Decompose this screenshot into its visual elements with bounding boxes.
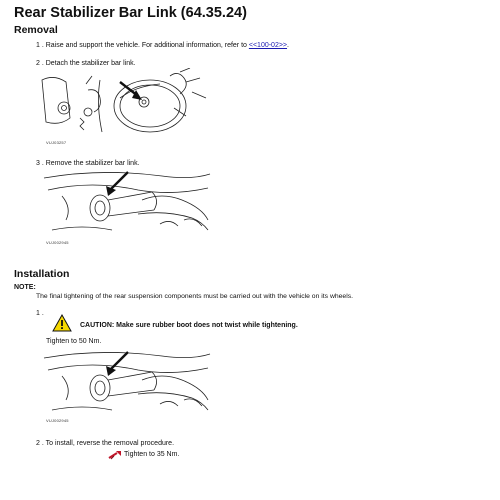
installation-heading: Installation xyxy=(14,268,70,280)
step-number: 1 . xyxy=(36,42,44,49)
torque-text: Tighten to 35 Nm. xyxy=(124,451,180,458)
torque-text: Tighten to 50 Nm. xyxy=(46,338,102,345)
note-label: NOTE: xyxy=(14,284,36,291)
illustration-install xyxy=(42,350,212,416)
figure-code: VUJ03257 xyxy=(46,140,67,145)
step-number: 3 . xyxy=(36,160,44,167)
step-number: 2 . xyxy=(36,60,44,67)
figure-code: VUJ002945 xyxy=(46,418,69,423)
illustration-detach xyxy=(40,68,210,138)
removal-step-1: 1 . Raise and support the vehicle. For additional information, refer to <<100-02>>. xyxy=(36,42,289,49)
step-number: 2 . xyxy=(36,440,44,447)
note-text: The final tightening of the rear suspension components must be carried out with the vehicle on its wheels. xyxy=(36,293,353,300)
figure-detach-link xyxy=(40,68,210,138)
warning-icon xyxy=(52,314,72,332)
torque-wrench-icon xyxy=(108,450,122,460)
figure-code: VUJ002945 xyxy=(46,240,69,245)
figure-install-link xyxy=(42,350,212,416)
removal-heading: Removal xyxy=(14,24,58,36)
step-text: To install, reverse the removal procedure. xyxy=(45,440,175,447)
step-text: Detach the stabilizer bar link. xyxy=(45,60,136,67)
install-step-1-number: 1 . xyxy=(36,310,44,317)
caution-text: CAUTION: Make sure rubber boot does not twist while tightening. xyxy=(80,322,298,329)
step-text: Raise and support the vehicle. For additional information, refer to xyxy=(45,42,247,49)
step-text: Remove the stabilizer bar link. xyxy=(45,160,140,167)
page-title: Rear Stabilizer Bar Link (64.35.24) xyxy=(14,5,247,21)
reference-link[interactable]: <<100-02>> xyxy=(248,42,288,49)
illustration-remove xyxy=(42,170,212,236)
removal-step-2 xyxy=(36,60,136,67)
removal-step-3 xyxy=(36,160,140,167)
install-step-2 xyxy=(36,440,174,447)
figure-remove-link xyxy=(42,170,212,236)
